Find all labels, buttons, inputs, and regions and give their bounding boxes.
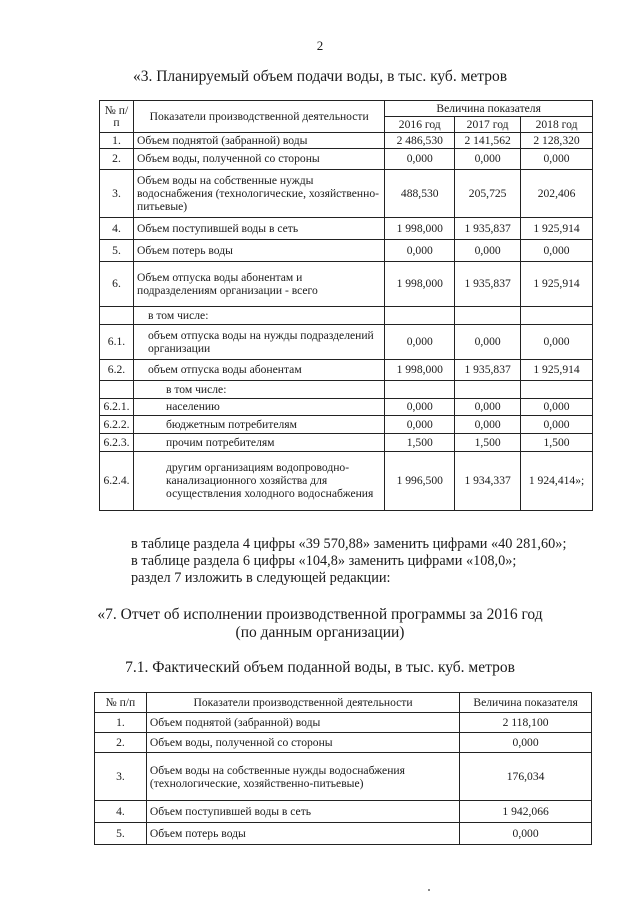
- page-number: 2: [316, 38, 324, 53]
- row-label: бюджетным потребителям: [133, 415, 384, 433]
- row-value: 1 998,000: [385, 217, 455, 239]
- row-value: [385, 380, 455, 398]
- row-num: 5.: [100, 239, 134, 261]
- row-num: 6.2.3.: [100, 433, 134, 451]
- header-year: 2016 год: [385, 116, 455, 132]
- section3-title: «3. Планируемый объем подачи воды, в тыс. куб. метров: [132, 68, 508, 85]
- row-num: 6.2.1.: [100, 398, 134, 415]
- row-value: 1 998,000: [385, 261, 455, 306]
- row-value: 1 925,914: [521, 217, 593, 239]
- row-value: 1 924,414»;: [521, 451, 593, 510]
- row-value: 1 935,837: [455, 359, 521, 380]
- table-row: [95, 823, 592, 845]
- row-value: 0,000: [521, 239, 593, 261]
- row-value: [455, 306, 521, 324]
- row-num: 3.: [95, 753, 147, 801]
- row-num: 4.: [95, 801, 147, 823]
- row-value: 0,000: [455, 415, 521, 433]
- paragraph: раздел 7 изложить в следующей редакции:: [131, 570, 391, 586]
- row-label: Объем поступившей воды в сеть: [133, 217, 384, 239]
- table-row: [100, 451, 593, 510]
- row-label: Объем поднятой (забранной) воды: [146, 713, 459, 733]
- table-row: [100, 433, 593, 451]
- row-label: Объем воды, полученной со стороны: [146, 733, 459, 753]
- row-num: 1.: [100, 132, 134, 148]
- row-num: 5.: [95, 823, 147, 845]
- table-row: [95, 713, 592, 733]
- table-row: [100, 239, 593, 261]
- table-row: [100, 398, 593, 415]
- row-value: 202,406: [521, 169, 593, 217]
- row-value: 2 118,100: [460, 713, 592, 733]
- row-value: 2 486,530: [385, 132, 455, 148]
- table-row: [100, 380, 593, 398]
- row-label: Объем отпуска воды абонентам и подразделениям организации - всего: [133, 261, 384, 306]
- row-value: 0,000: [521, 324, 593, 359]
- row-label: населению: [133, 398, 384, 415]
- row-num: 3.: [100, 169, 134, 217]
- row-value: 0,000: [460, 823, 592, 845]
- row-label: Объем потерь воды: [133, 239, 384, 261]
- paragraph: в таблице раздела 6 цифры «104,8» заменить цифрами «108,0»;: [131, 553, 517, 569]
- row-value: 0,000: [385, 324, 455, 359]
- row-value: 1,500: [385, 433, 455, 451]
- table-row: [100, 359, 593, 380]
- row-value: 0,000: [521, 148, 593, 169]
- row-num: 4.: [100, 217, 134, 239]
- row-value: 2 141,562: [455, 132, 521, 148]
- header-num: № п/п: [100, 101, 134, 133]
- header-year: 2017 год: [455, 116, 521, 132]
- row-value: 1 925,914: [521, 359, 593, 380]
- header-value-group: Величина показателя: [385, 101, 593, 117]
- row-num: 6.2.4.: [100, 451, 134, 510]
- header-indicator: Показатели производственной деятельности: [146, 693, 459, 713]
- row-value: 1 998,000: [385, 359, 455, 380]
- row-value: 176,034: [460, 753, 592, 801]
- header-value: Величина показателя: [460, 693, 592, 713]
- table-row: [100, 415, 593, 433]
- header-num: № п/п: [95, 693, 147, 713]
- row-label: Объем воды на собственные нужды водоснабжения (технологические, хозяйственно-питьевые): [146, 753, 459, 801]
- row-value: 1 935,837: [455, 261, 521, 306]
- table-row: [95, 733, 592, 753]
- row-value: [521, 306, 593, 324]
- row-value: 0,000: [521, 398, 593, 415]
- row-value: 205,725: [455, 169, 521, 217]
- row-value: [385, 306, 455, 324]
- row-num: 6.1.: [100, 324, 134, 359]
- row-num: 6.: [100, 261, 134, 306]
- table-row: [95, 801, 592, 823]
- row-value: 1 935,837: [455, 217, 521, 239]
- row-value: 0,000: [455, 239, 521, 261]
- row-value: 0,000: [460, 733, 592, 753]
- table-row: [100, 261, 593, 306]
- row-label: в том числе:: [133, 380, 384, 398]
- row-value: 1,500: [455, 433, 521, 451]
- table-row: [100, 306, 593, 324]
- actual-supply-table: [94, 692, 592, 845]
- row-value: 0,000: [385, 148, 455, 169]
- section7-title: «7. Отчет об исполнении производственной программы за 2016 год: [97, 606, 543, 623]
- row-label: объем отпуска воды на нужды подразделений организации: [133, 324, 384, 359]
- row-value: 0,000: [455, 324, 521, 359]
- row-label: прочим потребителям: [133, 433, 384, 451]
- table-row: [100, 148, 593, 169]
- row-label: Объем потерь воды: [146, 823, 459, 845]
- row-value: 0,000: [385, 239, 455, 261]
- planned-supply-table: [99, 100, 593, 511]
- row-value: 1 996,500: [385, 451, 455, 510]
- row-value: 0,000: [521, 415, 593, 433]
- table-row: [95, 753, 592, 801]
- row-value: [521, 380, 593, 398]
- header-indicator: Показатели производственной деятельности: [133, 101, 384, 133]
- row-value: 1 934,337: [455, 451, 521, 510]
- row-label: объем отпуска воды абонентам: [133, 359, 384, 380]
- row-value: 1,500: [521, 433, 593, 451]
- row-value: [455, 380, 521, 398]
- row-label: Объем воды на собственные нужды водоснабжения (технологические, хозяйственно-питьевые): [133, 169, 384, 217]
- row-num: 6.2.2.: [100, 415, 134, 433]
- row-value: 0,000: [455, 148, 521, 169]
- paragraph: в таблице раздела 4 цифры «39 570,88» заменить цифрами «40 281,60»;: [131, 536, 567, 552]
- row-value: 0,000: [385, 415, 455, 433]
- row-num: 2.: [100, 148, 134, 169]
- table-row: [100, 132, 593, 148]
- row-value: 1 942,066: [460, 801, 592, 823]
- table-row: [100, 324, 593, 359]
- row-value: 0,000: [385, 398, 455, 415]
- row-label: Объем воды, полученной со стороны: [133, 148, 384, 169]
- row-label: другим организациям водопроводно-канализационного хозяйства для осуществления холодного водоснабжения: [133, 451, 384, 510]
- row-num: [100, 306, 134, 324]
- table-row: [100, 169, 593, 217]
- row-value: 1 925,914: [521, 261, 593, 306]
- row-num: [100, 380, 134, 398]
- row-num: 1.: [95, 713, 147, 733]
- row-value: 2 128,320: [521, 132, 593, 148]
- row-label: в том числе:: [133, 306, 384, 324]
- row-label: Объем поступившей воды в сеть: [146, 801, 459, 823]
- scan-speck: [428, 889, 430, 891]
- row-num: 2.: [95, 733, 147, 753]
- section7-subtitle: (по данным организации): [235, 624, 405, 641]
- row-label: Объем поднятой (забранной) воды: [133, 132, 384, 148]
- row-value: 488,530: [385, 169, 455, 217]
- table-row: [100, 217, 593, 239]
- row-value: 0,000: [455, 398, 521, 415]
- row-num: 6.2.: [100, 359, 134, 380]
- header-year: 2018 год: [521, 116, 593, 132]
- section71-title: 7.1. Фактический объем поданной воды, в тыс. куб. метров: [125, 659, 515, 676]
